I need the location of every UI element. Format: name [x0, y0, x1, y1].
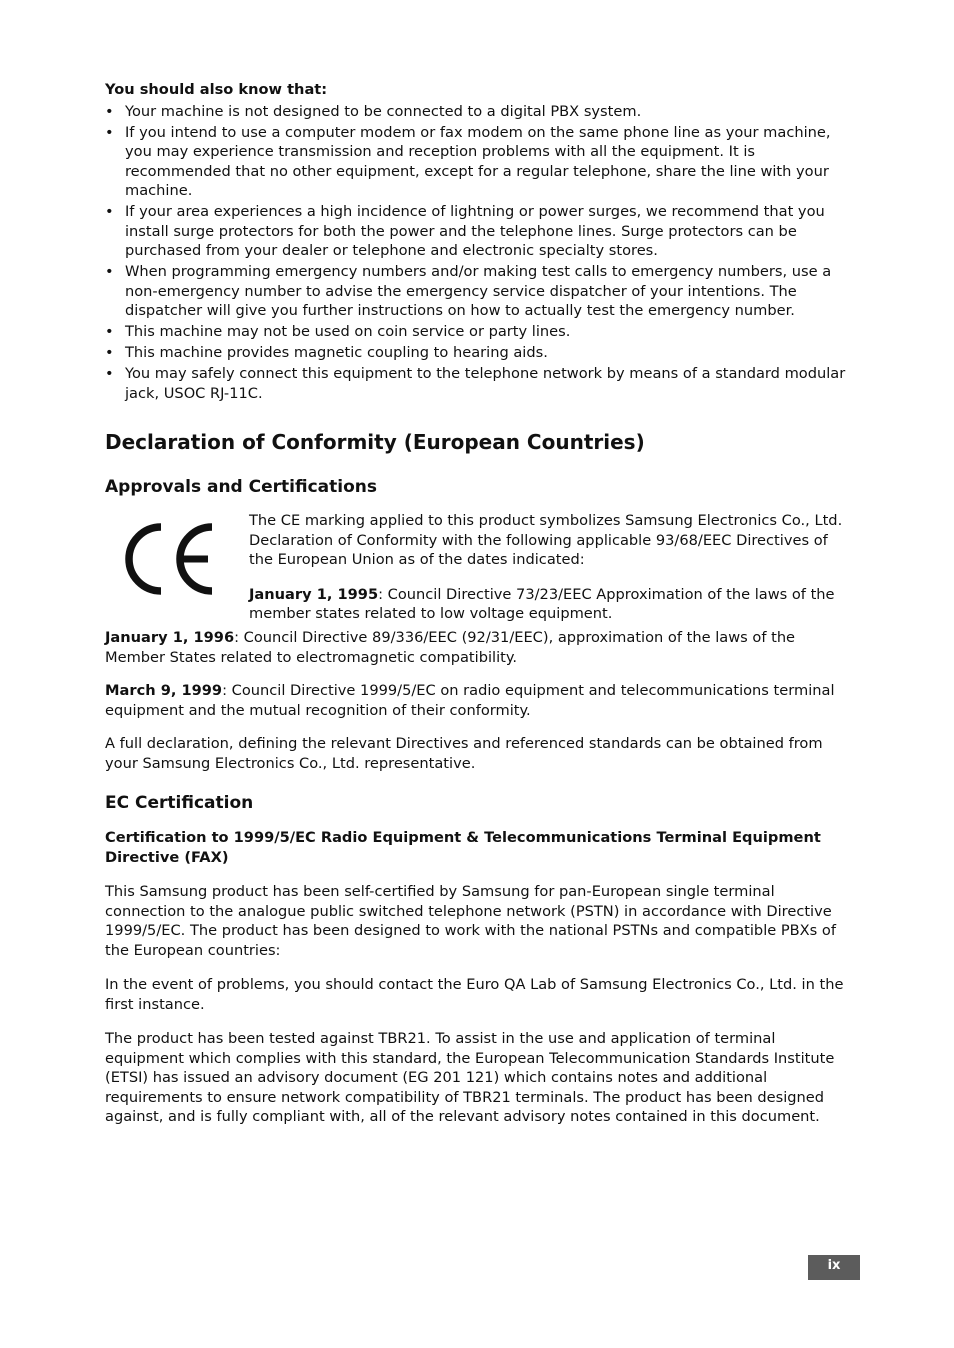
ce-mark-icon: [117, 523, 217, 595]
intro-heading: You should also know that:: [105, 81, 328, 98]
ce-section: [105, 511, 847, 628]
list-item: • If you intend to use a computer modem or fax modem on the same phone line as your machine, you may experience transmission and reception problems with all the equipment. It is recommended that no other equipment, except for a regular telephone, share the line with your machine.: [105, 123, 831, 199]
directive-1996: [105, 628, 847, 667]
directive-date: January 1, 1995: [249, 585, 379, 603]
bullet-icon: •: [105, 203, 114, 220]
ec-paragraph: The product has been tested against TBR21. To assist in the use and application of terminal equipment which complies with this standard, the European Telecommunication Standards Institute (ETSI) has issued an advisory document (EG 201 121) which contains notes and additional requirements to ensure network compatibility of TBR21 terminals. The product has been designed against, and is fully compliant with, all of the relevant advisory notes contained in this document.: [105, 1030, 835, 1125]
approvals-title: Approvals and Certifications: [105, 477, 377, 497]
list-item: • If your area experiences a high incidence of lightning or power surges, we recommend that you install surge protectors for both the power and the telephone lines. Surge protectors can be purchased from your dealer or telephone and electronic specialty stores.: [105, 203, 825, 259]
list-item: • When programming emergency numbers and/or making test calls to emergency numbers, use a non-emergency number to advise the emergency service dispatcher of your intentions. The dispatcher will give you further instructions on how to actually test the emergency number.: [105, 263, 832, 319]
ec-paragraph: This Samsung product has been self-certified by Samsung for pan-European single terminal connection to the analogue public switched telephone network (PSTN) in accordance with Directive 1999/5/EC. The product has been designed to work with the national PSTNs and compatible PBXs of the European countries:: [105, 883, 836, 959]
ec-certification-title: EC Certification: [105, 793, 254, 813]
directive-text: : Council Directive 89/336/EEC (92/31/EEC), approximation of the laws of the Member States related to electromagnetic compatibility.: [105, 629, 796, 666]
ce-text-block: [249, 511, 847, 624]
bullet-icon: •: [105, 263, 114, 280]
full-declaration-note: A full declaration, defining the relevant Directives and referenced standards can be obtained from your Samsung Electronics Co., Ltd. representative.: [105, 735, 823, 772]
directive-text: : Council Directive 73/23/EEC Approximation of the laws of the member states related to low voltage equipment.: [249, 585, 835, 622]
directive-text: : Council Directive 1999/5/EC on radio equipment and telecommunications terminal equipment and the mutual recognition of their conformity.: [105, 682, 835, 719]
list-item: • You may safely connect this equipment to the telephone network by means of a standard modular jack, USOC RJ-11C.: [105, 365, 846, 402]
list-item: • This machine provides magnetic coupling to hearing aids.: [105, 344, 548, 361]
list-item: • Your machine is not designed to be connected to a digital PBX system.: [105, 102, 642, 120]
bullet-icon: •: [105, 123, 114, 141]
intro-bullet-list: [105, 102, 847, 404]
bullet-icon: •: [105, 344, 114, 361]
page-number-tab: ix: [808, 1255, 860, 1280]
declaration-title: Declaration of Conformity (European Countries): [105, 430, 645, 454]
list-item: • This machine may not be used on coin service or party lines.: [105, 323, 571, 340]
directive-date: March 9, 1999: [105, 682, 223, 699]
ec-paragraph: In the event of problems, you should contact the Euro QA Lab of Samsung Electronics Co., Ltd. in the first instance.: [105, 976, 844, 1013]
ce-description: The CE marking applied to this product symbolizes Samsung Electronics Co., Ltd. Declaration of Conformity with the following applicable 93/68/EEC Directives of the European Union as of the dates indicated:: [249, 512, 843, 568]
directive-1999: [105, 681, 847, 720]
document-page: [105, 80, 847, 1127]
bullet-icon: •: [105, 323, 114, 340]
directive-date: January 1, 1996: [105, 629, 235, 646]
bullet-icon: •: [105, 365, 114, 382]
bullet-icon: •: [105, 102, 114, 120]
directive-1995: [249, 585, 847, 624]
ec-certification-subtitle: Certification to 1999/5/EC Radio Equipment & Telecommunications Terminal Equipment Directive (FAX): [105, 829, 821, 866]
